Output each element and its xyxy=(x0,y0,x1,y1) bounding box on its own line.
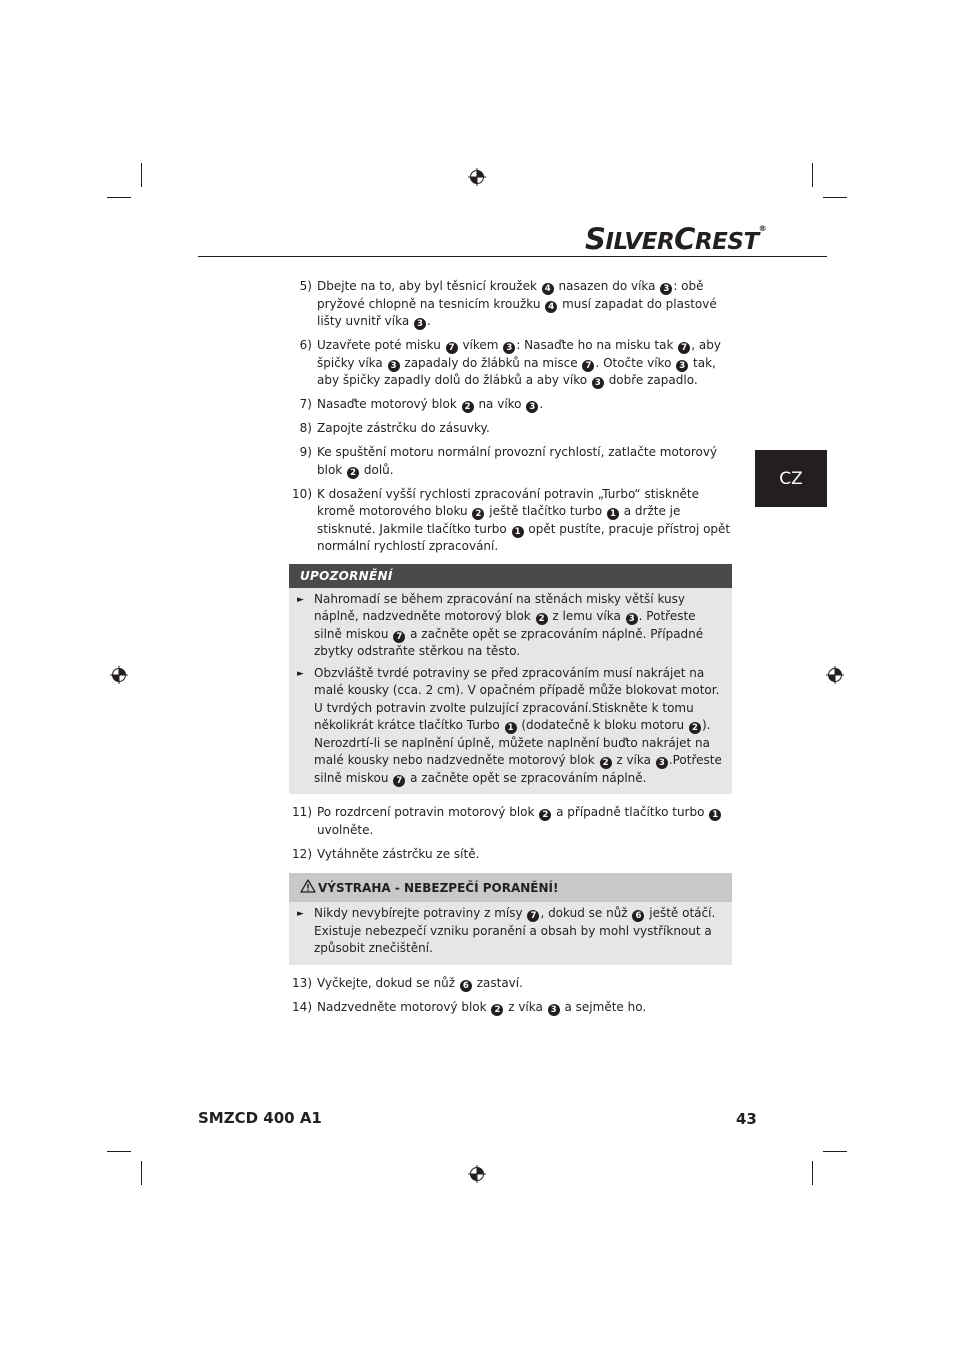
registration-mark-icon xyxy=(468,168,486,186)
text-run: Vytáhněte zástrčku ze sítě. xyxy=(317,846,480,861)
crop-mark xyxy=(823,197,847,198)
crop-mark xyxy=(107,1151,131,1152)
instruction-step xyxy=(289,999,732,1017)
crop-mark xyxy=(812,163,813,187)
notice-items xyxy=(289,588,732,795)
part-number-badge: 1 xyxy=(512,526,524,538)
warning-box xyxy=(289,873,732,965)
text-run: Nadzvedněte motorový blok xyxy=(317,999,491,1014)
part-number-badge: 7 xyxy=(527,910,539,922)
text-run: Nasaďte motorový blok xyxy=(317,397,461,411)
bullet-item xyxy=(297,905,726,958)
instruction-step xyxy=(289,846,732,864)
instruction-step xyxy=(289,444,732,479)
instruction-step xyxy=(289,486,732,556)
part-number-badge: 3 xyxy=(526,401,538,413)
text-run: zapadaly do žlábků na misce xyxy=(400,355,582,370)
header-rule xyxy=(198,256,827,257)
text-run: a začněte opět se zpracováním náplně. Případné zbytky odstraňte stěrkou na těsto. xyxy=(314,626,704,658)
part-number-badge: 4 xyxy=(545,301,557,313)
instruction-step xyxy=(289,337,732,390)
bullet-item xyxy=(297,665,726,788)
part-number-badge: 1 xyxy=(505,722,517,734)
part-number-badge: 1 xyxy=(709,809,721,821)
text-run: Ke spuštění motoru normální provozní rychlostí, zatlačte motorový blok xyxy=(317,445,718,477)
part-number-badge: 7 xyxy=(678,342,690,354)
step-text xyxy=(312,444,732,479)
text-run: a sejměte ho. xyxy=(560,999,647,1014)
page-number: 43 xyxy=(736,1110,757,1128)
crop-mark xyxy=(141,1161,142,1185)
text-run: . Otočte víko xyxy=(595,355,676,370)
part-number-badge: 2 xyxy=(347,467,359,479)
text-run: Nahromadí se během zpracování na stěnách misky větší kusy náplně, nadzvedněte motorový blok xyxy=(314,591,685,623)
text-run: Po rozdrcení potravin motorový blok xyxy=(317,805,539,819)
step-text xyxy=(312,337,732,390)
text-run: víkem xyxy=(458,338,503,352)
registration-mark-icon xyxy=(110,666,128,684)
text-run: . Potřeste silně miskou xyxy=(314,609,696,641)
text-run: z víka xyxy=(504,999,547,1014)
part-number-badge: 2 xyxy=(600,757,612,769)
text-run: dolů. xyxy=(360,462,394,477)
text-run: a držte je stisknuté. Jakmile tlačítko turbo xyxy=(317,504,681,536)
warning-header xyxy=(289,873,732,902)
text-run: Dbejte na to, aby byl těsnicí kroužek xyxy=(317,279,541,293)
part-number-badge: 2 xyxy=(689,722,701,734)
steps-group-b xyxy=(289,804,732,863)
text-run: tak, aby špičky zapadly dolů do žlábků a aby víko xyxy=(317,355,716,387)
text-run: Zapojte zástrčku do zásuvky. xyxy=(317,421,490,435)
steps-group-c xyxy=(289,975,732,1017)
instruction-step xyxy=(289,278,732,331)
part-number-badge: 3 xyxy=(656,757,668,769)
part-number-badge: 2 xyxy=(539,809,551,821)
part-number-badge: 6 xyxy=(460,980,472,992)
text-run: a začněte opět se zpracováním náplně. xyxy=(406,770,647,785)
notice-title: UPOZORNĚNÍ xyxy=(289,564,732,588)
text-run: (dodatečně k bloku motoru xyxy=(517,718,688,732)
step-text xyxy=(312,846,732,864)
text-run: z lemu víka xyxy=(548,609,625,623)
step-number: 7) xyxy=(299,397,312,411)
step-number: 14) xyxy=(292,999,312,1014)
part-number-badge: 7 xyxy=(446,342,458,354)
part-number-badge: 6 xyxy=(632,910,644,922)
text-run: ještě tlačítko turbo xyxy=(485,504,606,518)
instruction-step xyxy=(289,420,732,438)
brand-logo: SILVERCREST® xyxy=(585,222,767,256)
step-number: 12) xyxy=(292,846,312,861)
step-text xyxy=(314,905,726,958)
part-number-badge: 2 xyxy=(536,613,548,625)
part-number-badge: 7 xyxy=(393,631,405,643)
step-number: 5) xyxy=(299,279,312,293)
part-number-badge: 2 xyxy=(462,401,474,413)
part-number-badge: 3 xyxy=(626,613,638,625)
bullet-arrow-icon: ► xyxy=(297,909,304,919)
text-run: , dokud se nůž xyxy=(540,906,632,920)
step-text xyxy=(312,396,732,414)
part-number-badge: 2 xyxy=(491,1004,503,1016)
text-run: Vyčkejte, dokud se nůž xyxy=(317,975,459,990)
part-number-badge: 3 xyxy=(548,1004,560,1016)
part-number-badge: 3 xyxy=(414,318,426,330)
text-run: nasazen do víka xyxy=(554,279,660,293)
part-number-badge: 3 xyxy=(592,377,604,389)
text-run: uvolněte. xyxy=(317,822,374,837)
crop-mark xyxy=(823,1151,847,1152)
crop-mark xyxy=(812,1161,813,1185)
part-number-badge: 1 xyxy=(607,508,619,520)
text-run: .Potřeste silně miskou xyxy=(314,753,722,785)
text-run: musí zapadat do plastové lišty uvnitř víka xyxy=(317,296,717,328)
instructions xyxy=(289,278,732,1023)
text-run: : Nasaďte ho na misku tak xyxy=(516,338,678,352)
registration-mark-icon xyxy=(468,1165,486,1183)
step-number: 10) xyxy=(292,486,312,501)
warning-items xyxy=(289,902,732,965)
text-run: na víko xyxy=(474,397,526,411)
text-run: Obzvláště tvrdé potraviny se před zpracováním musí nakrájet na malé kousky (cca. 2 cm). V opačném případě může blokovat motor. U tvrdých potravin zvolte pulzující zpracování.Stiskněte k tomu několikrát krátce tlačítko Turbo xyxy=(314,665,720,732)
crop-mark xyxy=(141,163,142,187)
step-text xyxy=(312,975,732,993)
step-text xyxy=(314,665,726,788)
step-text xyxy=(312,999,732,1017)
text-run: . xyxy=(539,397,544,411)
bullet-arrow-icon: ► xyxy=(297,594,304,605)
language-tab: CZ xyxy=(755,450,827,507)
part-number-badge: 7 xyxy=(393,775,405,787)
step-number: 13) xyxy=(292,975,312,990)
warning-title: VÝSTRAHA - NEBEZPEČÍ PORANĚNÍ! xyxy=(318,881,559,895)
text-run: : obě pryžové chlopně na tesnicím kroužku xyxy=(317,279,704,311)
text-run: z víka xyxy=(612,753,655,767)
text-run: . xyxy=(426,314,431,328)
part-number-badge: 2 xyxy=(472,508,484,520)
text-run: a případně tlačítko turbo xyxy=(552,805,709,819)
step-number: 6) xyxy=(299,338,312,352)
step-text xyxy=(314,591,726,661)
part-number-badge: 3 xyxy=(676,360,688,372)
text-run: zastaví. xyxy=(472,975,523,990)
text-run: opět pustíte, pracuje přístroj opět normální rychlostí zpracování. xyxy=(317,521,731,553)
steps-group-a xyxy=(289,278,732,556)
part-number-badge: 3 xyxy=(503,342,515,354)
step-number: 8) xyxy=(299,421,312,435)
instruction-step xyxy=(289,975,732,993)
text-run: dobře zapadlo. xyxy=(604,373,698,387)
model-number: SMZCD 400 A1 xyxy=(198,1109,322,1127)
instruction-step xyxy=(289,396,732,414)
text-run: Nikdy nevybírejte potraviny z mísy xyxy=(314,906,527,920)
text-run: ). Nerozdrtí-li se naplnění úplně, můžete naplnění buďto nakrájet na malé kousky nebo nadzvedněte motorový blok xyxy=(314,718,711,767)
step-number: 9) xyxy=(299,445,312,459)
part-number-badge: 4 xyxy=(542,283,554,295)
text-run: , aby špičky víka xyxy=(317,338,721,370)
instruction-step xyxy=(289,804,732,839)
bullet-item xyxy=(297,591,726,661)
bullet-arrow-icon: ► xyxy=(297,668,304,679)
crop-mark xyxy=(107,197,131,198)
part-number-badge: 3 xyxy=(388,360,400,372)
part-number-badge: 7 xyxy=(582,360,594,372)
step-number: 11) xyxy=(292,805,312,819)
registration-mark-icon xyxy=(826,666,844,684)
step-text xyxy=(312,420,732,438)
step-text xyxy=(312,804,732,839)
text-run: K dosažení vyšší rychlosti zpracování potravin „Turbo“ stiskněte kromě motorového bloku xyxy=(317,486,700,518)
part-number-badge: 3 xyxy=(660,283,672,295)
warning-triangle-icon xyxy=(300,879,316,893)
text-run: ještě otáčí. Existuje nebezpečí vzniku poranění a obsah by mohl vystříknout a způsobit znečištění. xyxy=(314,906,716,955)
step-text xyxy=(312,278,732,331)
text-run: Uzavřete poté misku xyxy=(317,338,445,352)
notice-box xyxy=(289,564,732,795)
step-text xyxy=(312,486,732,556)
